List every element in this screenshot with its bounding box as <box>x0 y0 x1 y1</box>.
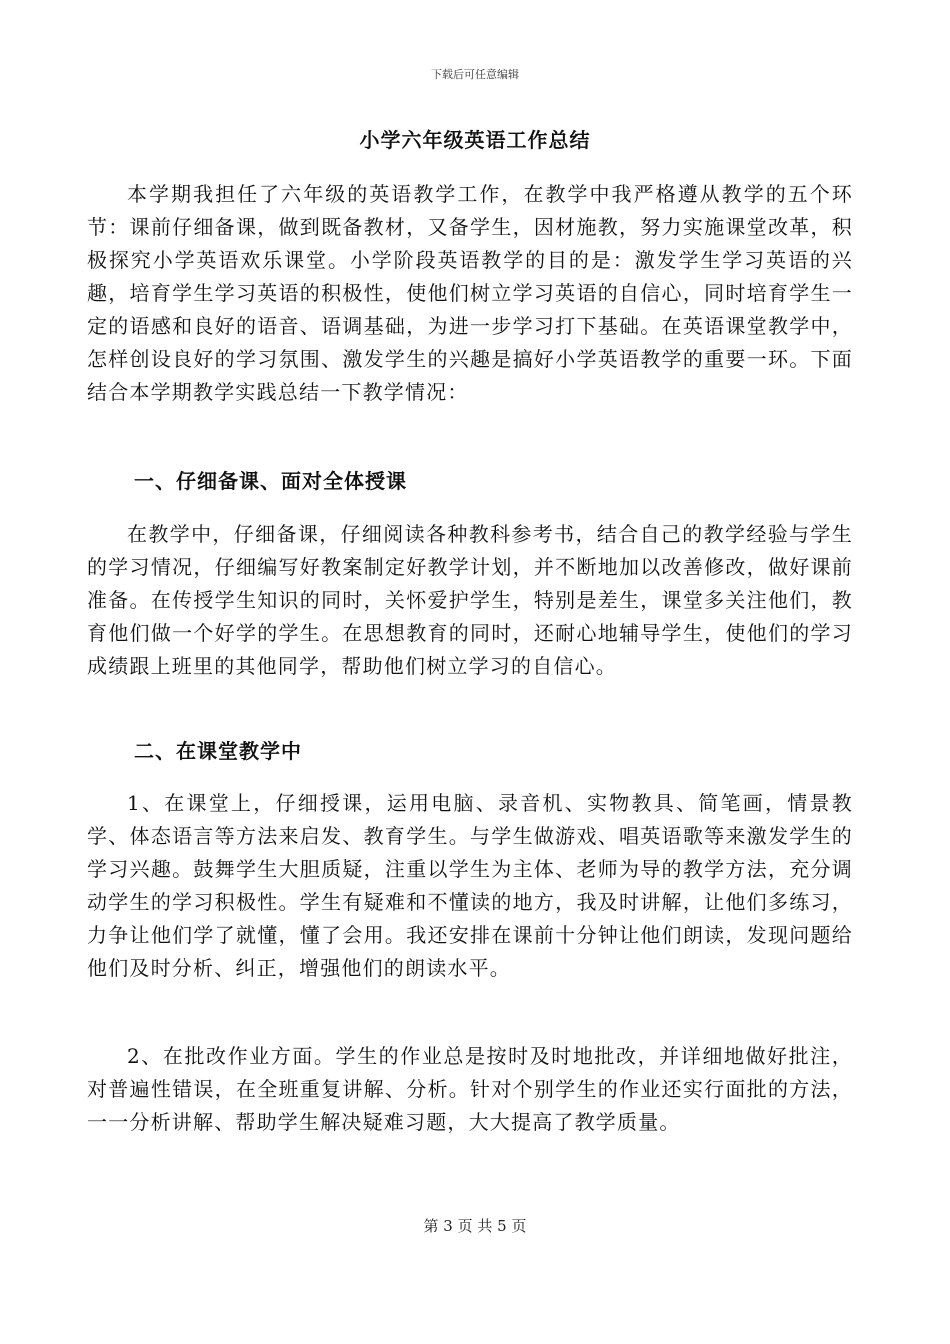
intro-paragraph: 本学期我担任了六年级的英语教学工作，在教学中我严格遵从教学的五个环节：课前仔细备课，做到既备教材，又备学生，因材施教，努力实施课堂改革，积极探究小学英语欢乐课堂。小学阶段英语教学的目的是：激发学生学习英语的兴趣，培育学生学习英语的积极性，使他们树立学习英语的自信心，同时培育学生一定的语感和良好的语音、语调基础，为进一步学习打下基础。在英语课堂教学中，怎样创设良好的学习氛围、激发学生的兴趣是搞好小学英语教学的重要一环。下面结合本学期教学实践总结一下教学情况： <box>87 182 853 404</box>
section-1-heading: 一、仔细备课、面对全体授课 <box>134 469 407 493</box>
section-2-item-1: 1、在课堂上，仔细授课，运用电脑、录音机、实物教具、简笔画，情景教学、体态语言等方法来启发、教育学生。与学生做游戏、唱英语歌等来激发学生的学习兴趣。鼓舞学生大胆质疑，注重以学生为主体、老师为导的教学方法，充分调动学生的学习积极性。学生有疑难和不懂读的地方，我及时讲解，让他们多练习，力争让他们学了就懂，懂了会用。我还安排在课前十分钟让他们朗读，发现问题给他们及时分析、纠正，增强他们的朗读水平。 <box>87 791 853 980</box>
document-title: 小学六年级英语工作总结 <box>359 128 591 152</box>
section-2-heading: 二、在课堂教学中 <box>134 739 302 763</box>
section-2-item-2: 2、在批改作业方面。学生的作业总是按时及时地批改，并详细地做好批注，对普遍性错误，在全班重复讲解、分析。针对个别学生的作业还实行面批的方法，一一分析讲解、帮助学生解决疑难习题，大大提高了教学质量。 <box>87 1044 853 1134</box>
header-note: 下载后可任意编辑 <box>431 68 519 81</box>
section-1-paragraph: 在教学中，仔细备课，仔细阅读各种教科参考书，结合自己的教学经验与学生的学习情况，仔细编写好教案制定好教学计划，并不断地加以改善修改，做好课前准备。在传授学生知识的同时，关怀爱护学生，特别是差生，课堂多关注他们，教育他们做一个好学的学生。在思想教育的同时，还耐心地辅导学生，使他们的学习成绩跟上班里的其他同学，帮助他们树立学习的自信心。 <box>87 522 853 678</box>
page-number-footer: 第 3 页 共 5 页 <box>423 1217 527 1235</box>
